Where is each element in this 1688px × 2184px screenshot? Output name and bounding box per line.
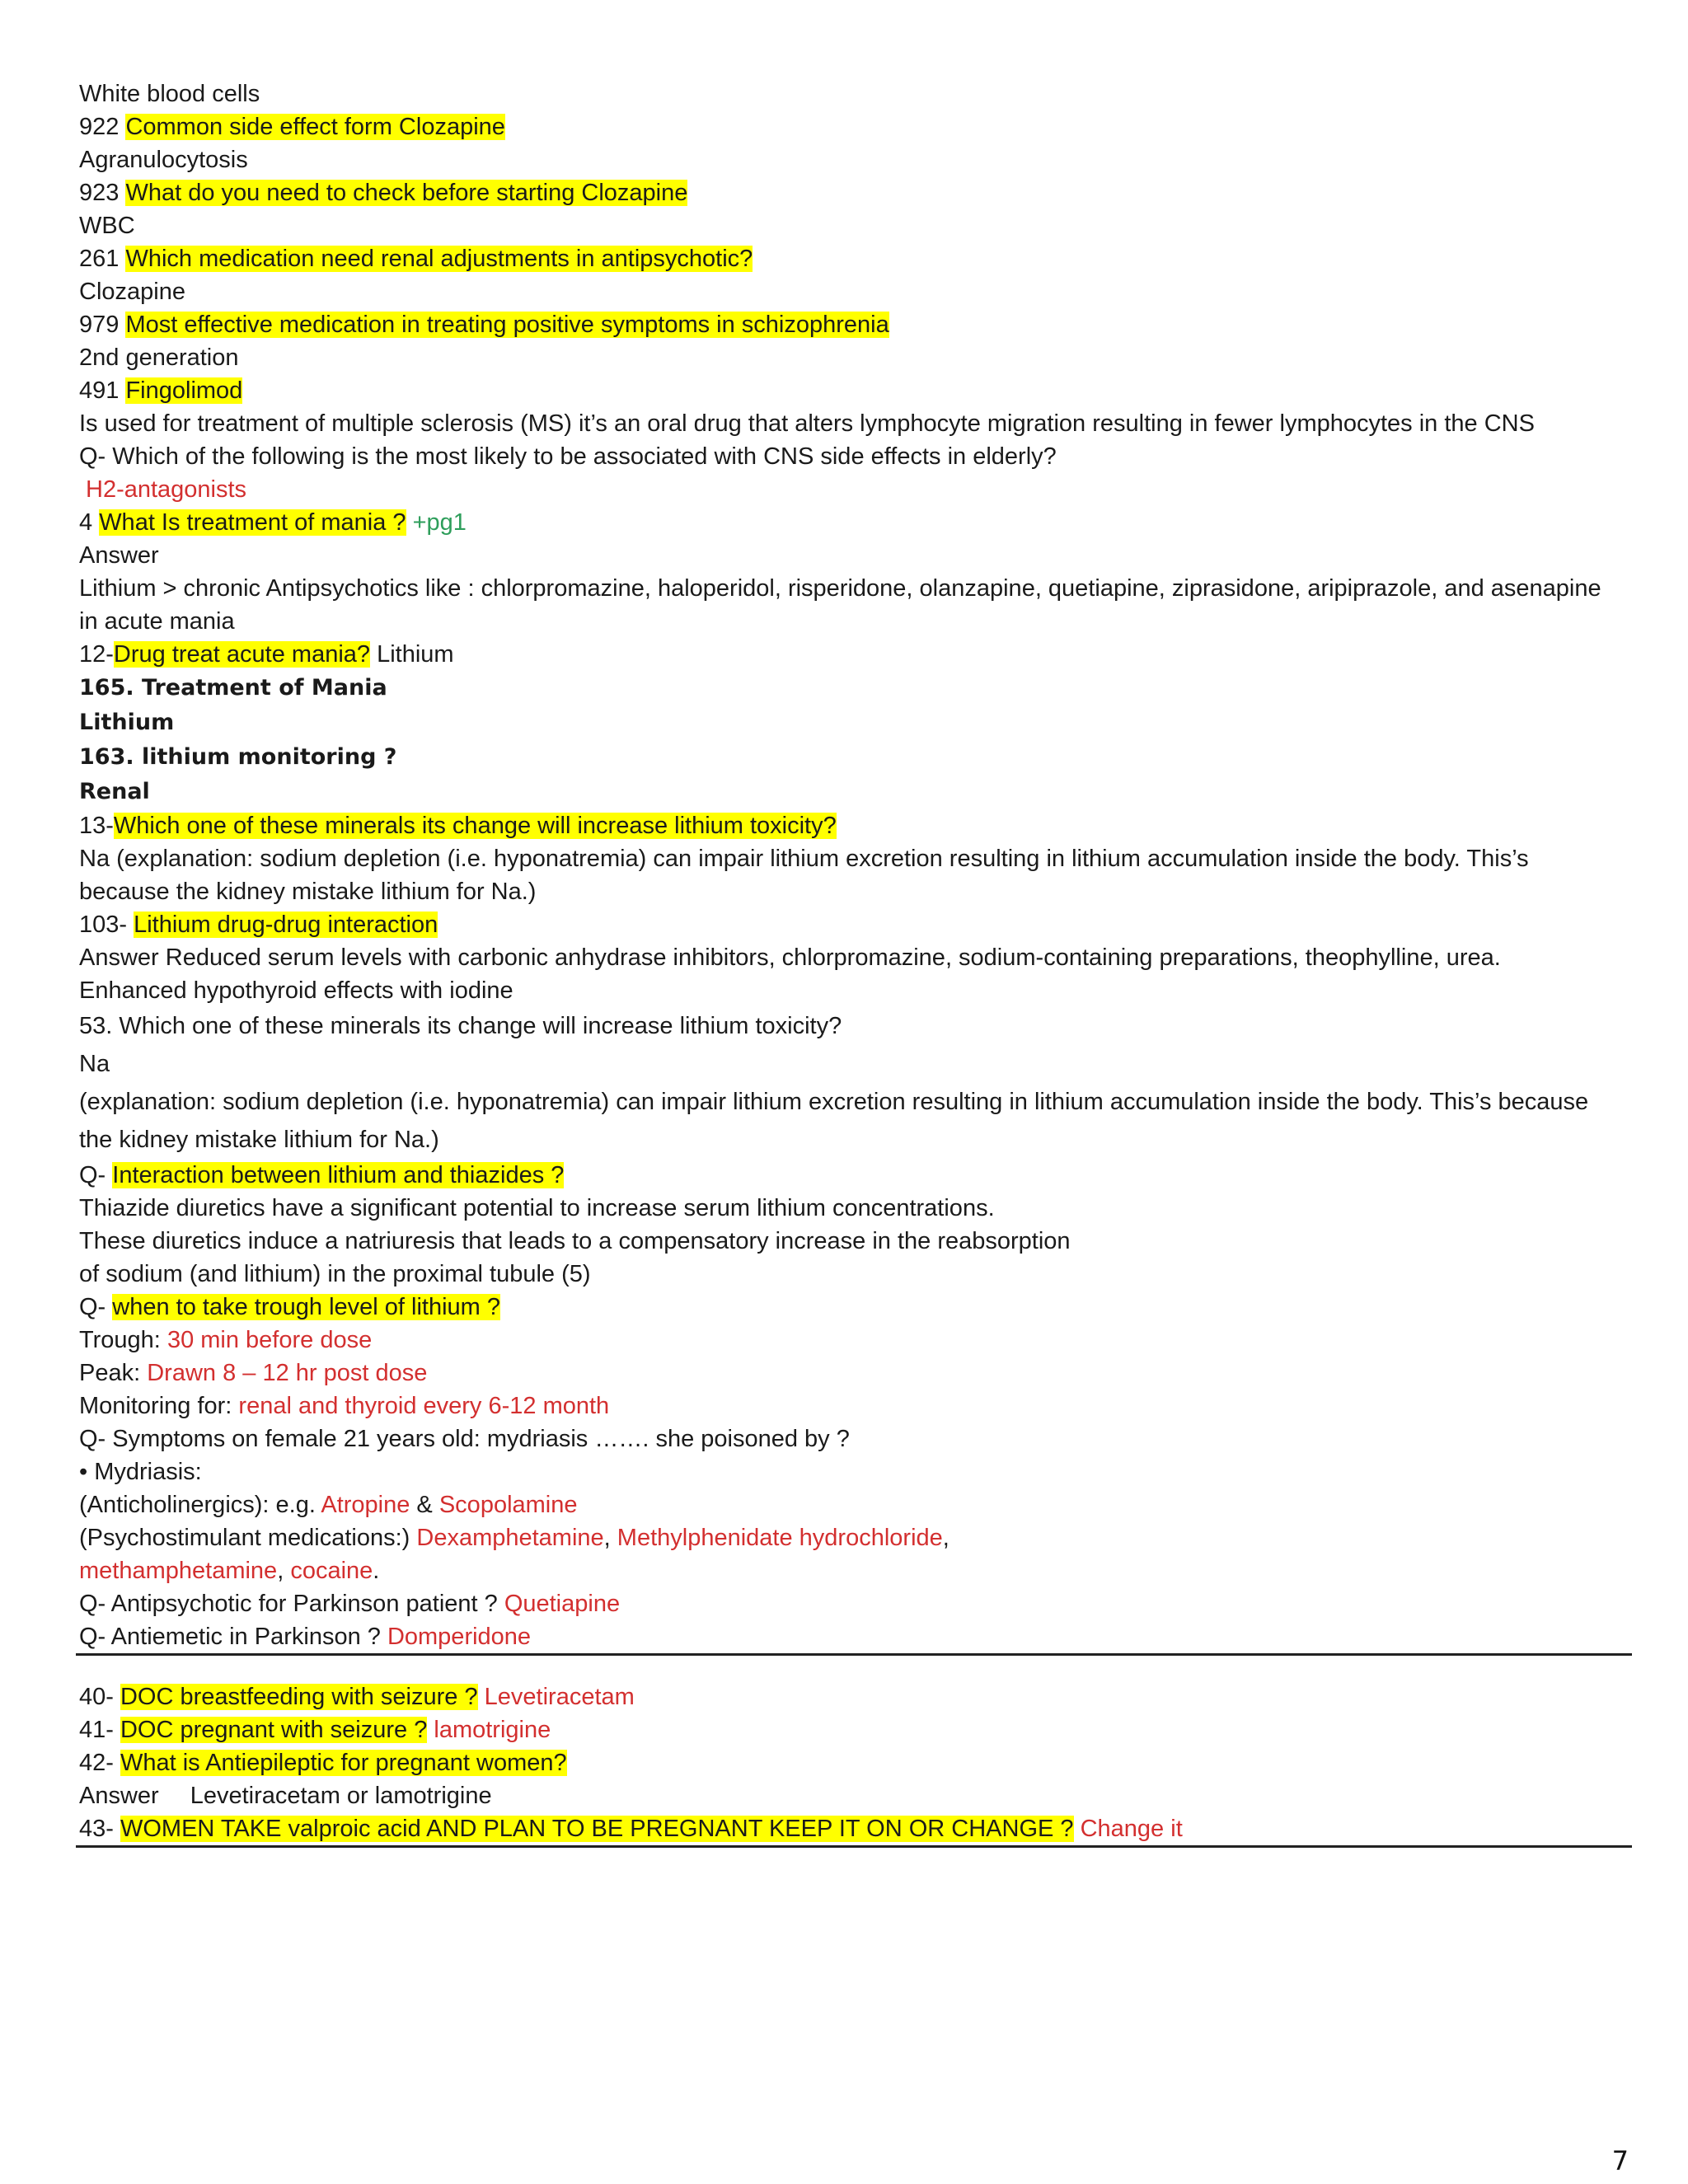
answer-label: Answer [79, 1783, 159, 1809]
labeled-answer [79, 1324, 1614, 1357]
question-number: Q- [79, 1162, 113, 1188]
highlighted-question: Lithium drug-drug interaction [134, 912, 438, 938]
highlighted-question: Interaction between lithium and thiazides ? [112, 1162, 565, 1188]
highlighted-question: Common side effect form Clozapine [125, 114, 505, 140]
highlighted-question: What Is treatment of mania ? [99, 509, 406, 536]
answer-red: Change it [1073, 1816, 1183, 1842]
question-number: 491 [79, 377, 126, 404]
answer-text: 2nd generation [79, 344, 239, 371]
answer-text: , [942, 1525, 950, 1551]
answer-red: Quetiapine [504, 1591, 621, 1617]
answer-red: renal and thyroid every 6-12 month [238, 1393, 610, 1419]
answer-red: Levetiracetam [477, 1684, 635, 1710]
bold-question: 163. lithium monitoring ? [79, 744, 397, 770]
section-divider [76, 1845, 1632, 1848]
question-text: Q- Symptoms on female 21 years old: mydriasis ……. she poisoned by ? [79, 1426, 850, 1452]
answer-text: (explanation: sodium depletion (i.e. hyponatremia) can impair lithium excretion resulting in lithium accumulation inside the body. This’s because the kidney mistake lithium for Na.) [79, 1089, 1589, 1153]
question-number: 103- [79, 912, 134, 938]
question-line [79, 908, 1614, 941]
bold-answer: Lithium [79, 710, 175, 735]
answer-red: Atropine [321, 1492, 410, 1518]
question-line [79, 1713, 1614, 1746]
question-number: Q- [79, 1294, 113, 1320]
answer-red: cocaine [290, 1558, 373, 1584]
answer-label: Answer [79, 542, 159, 569]
highlighted-question: when to take trough level of lithium ? [112, 1294, 500, 1320]
question-line [79, 176, 1614, 209]
question-text: Q- Which of the following is the most likely to be associated with CNS side effects in elderly? [79, 443, 1057, 470]
bullet-text: • Mydriasis: [79, 1459, 202, 1485]
page-note: +pg1 [406, 509, 467, 536]
highlighted-question: DOC pregnant with seizure ? [120, 1717, 428, 1743]
highlighted-question: Most effective medication in treating positive symptoms in schizophrenia [125, 312, 889, 338]
question-line [79, 506, 1614, 539]
answer-text: These diuretics induce a natriuresis that leads to a compensatory increase in the reabsorption [79, 1228, 1071, 1254]
question-number: 12- [79, 641, 114, 668]
answer-red: Scopolamine [438, 1492, 578, 1518]
answer-label: Trough: [79, 1327, 167, 1353]
labeled-answer [79, 1390, 1614, 1422]
answer-inline: Lithium [370, 641, 454, 668]
answer-text: Thiazide diuretics have a significant potential to increase serum lithium concentrations. [79, 1195, 995, 1221]
bold-answer: Renal [79, 779, 150, 804]
answer-red: Drawn 8 – 12 hr post dose [147, 1360, 428, 1386]
answer-text: , [277, 1558, 291, 1584]
highlighted-question: Which one of these minerals its change will increase lithium toxicity? [113, 813, 837, 839]
question-line [79, 638, 1614, 671]
question-line [79, 1746, 1614, 1779]
answer-line [79, 1521, 1614, 1554]
question-line [79, 809, 1614, 842]
question-number: 4 [79, 509, 100, 536]
highlighted-question: DOC breastfeeding with seizure ? [120, 1684, 478, 1710]
question-number: 923 [79, 180, 126, 206]
question-number: 41- [79, 1717, 120, 1743]
question-text: Q- Antiemetic in Parkinson ? [79, 1624, 387, 1650]
answer-text: Na (explanation: sodium depletion (i.e. hyponatremia) can impair lithium excretion resulting in lithium accumulation inside the body. This’s because the kidney mistake lithium for Na.) [79, 846, 1529, 905]
answer-line [79, 1488, 1614, 1521]
question-line [79, 308, 1614, 341]
question-number: 40- [79, 1684, 120, 1710]
highlighted-question: Fingolimod [125, 377, 243, 404]
answer-label: Peak: [79, 1360, 148, 1386]
highlighted-question: WOMEN TAKE valproic acid AND PLAN TO BE PREGNANT KEEP IT ON OR CHANGE ? [120, 1816, 1074, 1842]
highlighted-question: Which medication need renal adjustments in antipsychotic? [125, 246, 753, 272]
answer-red: 30 min before dose [166, 1327, 373, 1353]
question-number: 43- [79, 1816, 120, 1842]
answer-text: & [410, 1492, 439, 1518]
answer-text: (Psychostimulant medications:) [79, 1525, 417, 1551]
highlighted-question: Drug treat acute mania? [113, 641, 371, 668]
answer-text: White blood cells [79, 81, 260, 107]
answer-red: Methylphenidate hydrochloride [617, 1525, 943, 1551]
answer-red: lamotrigine [427, 1717, 551, 1743]
answer-label: Monitoring for: [79, 1393, 239, 1419]
question-text: Q- Antipsychotic for Parkinson patient ? [79, 1591, 504, 1617]
question-line [79, 1680, 1614, 1713]
answer-text: (Anticholinergics): e.g. [79, 1492, 321, 1518]
question-line [79, 1620, 1614, 1653]
answer-line [79, 1554, 1614, 1587]
question-number: 979 [79, 312, 126, 338]
question-line [79, 1587, 1614, 1620]
page-number: 7 [1611, 2145, 1629, 2177]
question-text: 53. Which one of these minerals its change will increase lithium toxicity? [79, 1013, 842, 1039]
answer-red: Dexamphetamine [416, 1525, 604, 1551]
highlighted-question: What do you need to check before starting Clozapine [125, 180, 688, 206]
question-number: 42- [79, 1750, 120, 1776]
question-number: 13- [79, 813, 114, 839]
answer-red: H2-antagonists [86, 476, 247, 503]
question-line [79, 1812, 1614, 1845]
answer-text: Clozapine [79, 279, 185, 305]
answer-text: Agranulocytosis [79, 147, 248, 173]
answer-red: methamphetamine [79, 1558, 278, 1584]
question-line [79, 1159, 1614, 1192]
question-number: 261 [79, 246, 126, 272]
answer-text: of sodium (and lithium) in the proximal tubule (5) [79, 1261, 591, 1287]
answer-text: Levetiracetam or lamotrigine [190, 1783, 492, 1809]
answer-text: Is used for treatment of multiple sclerosis (MS) it’s an oral drug that alters lymphocyte migration resulting in fewer lymphocytes in the CNS [79, 410, 1535, 437]
question-line [79, 374, 1614, 407]
labeled-answer [79, 1357, 1614, 1390]
question-line [79, 242, 1614, 275]
answer-text: , [603, 1525, 617, 1551]
answer-text: WBC [79, 213, 135, 239]
question-line [79, 1291, 1614, 1324]
answer-text: Answer Reduced serum levels with carbonic anhydrase inhibitors, chlorpromazine, sodium-containing preparations, theophylline, urea. Enhanced hypothyroid effects with iodine [79, 944, 1501, 1004]
question-line [79, 110, 1614, 143]
answer-text: Lithium > chronic Antipsychotics like : chlorpromazine, haloperidol, risperidone, olanzapine, quetiapine, ziprasidone, aripiprazole, and asenapine in acute mania [79, 575, 1601, 635]
highlighted-question: What is Antiepileptic for pregnant women? [120, 1750, 567, 1776]
answer-text: . [373, 1558, 380, 1584]
bold-question: 165. Treatment of Mania [79, 675, 387, 701]
answer-text: Na [79, 1051, 110, 1077]
answer-red: Domperidone [387, 1624, 532, 1650]
question-number: 922 [79, 114, 126, 140]
answer-line [79, 1779, 1614, 1812]
